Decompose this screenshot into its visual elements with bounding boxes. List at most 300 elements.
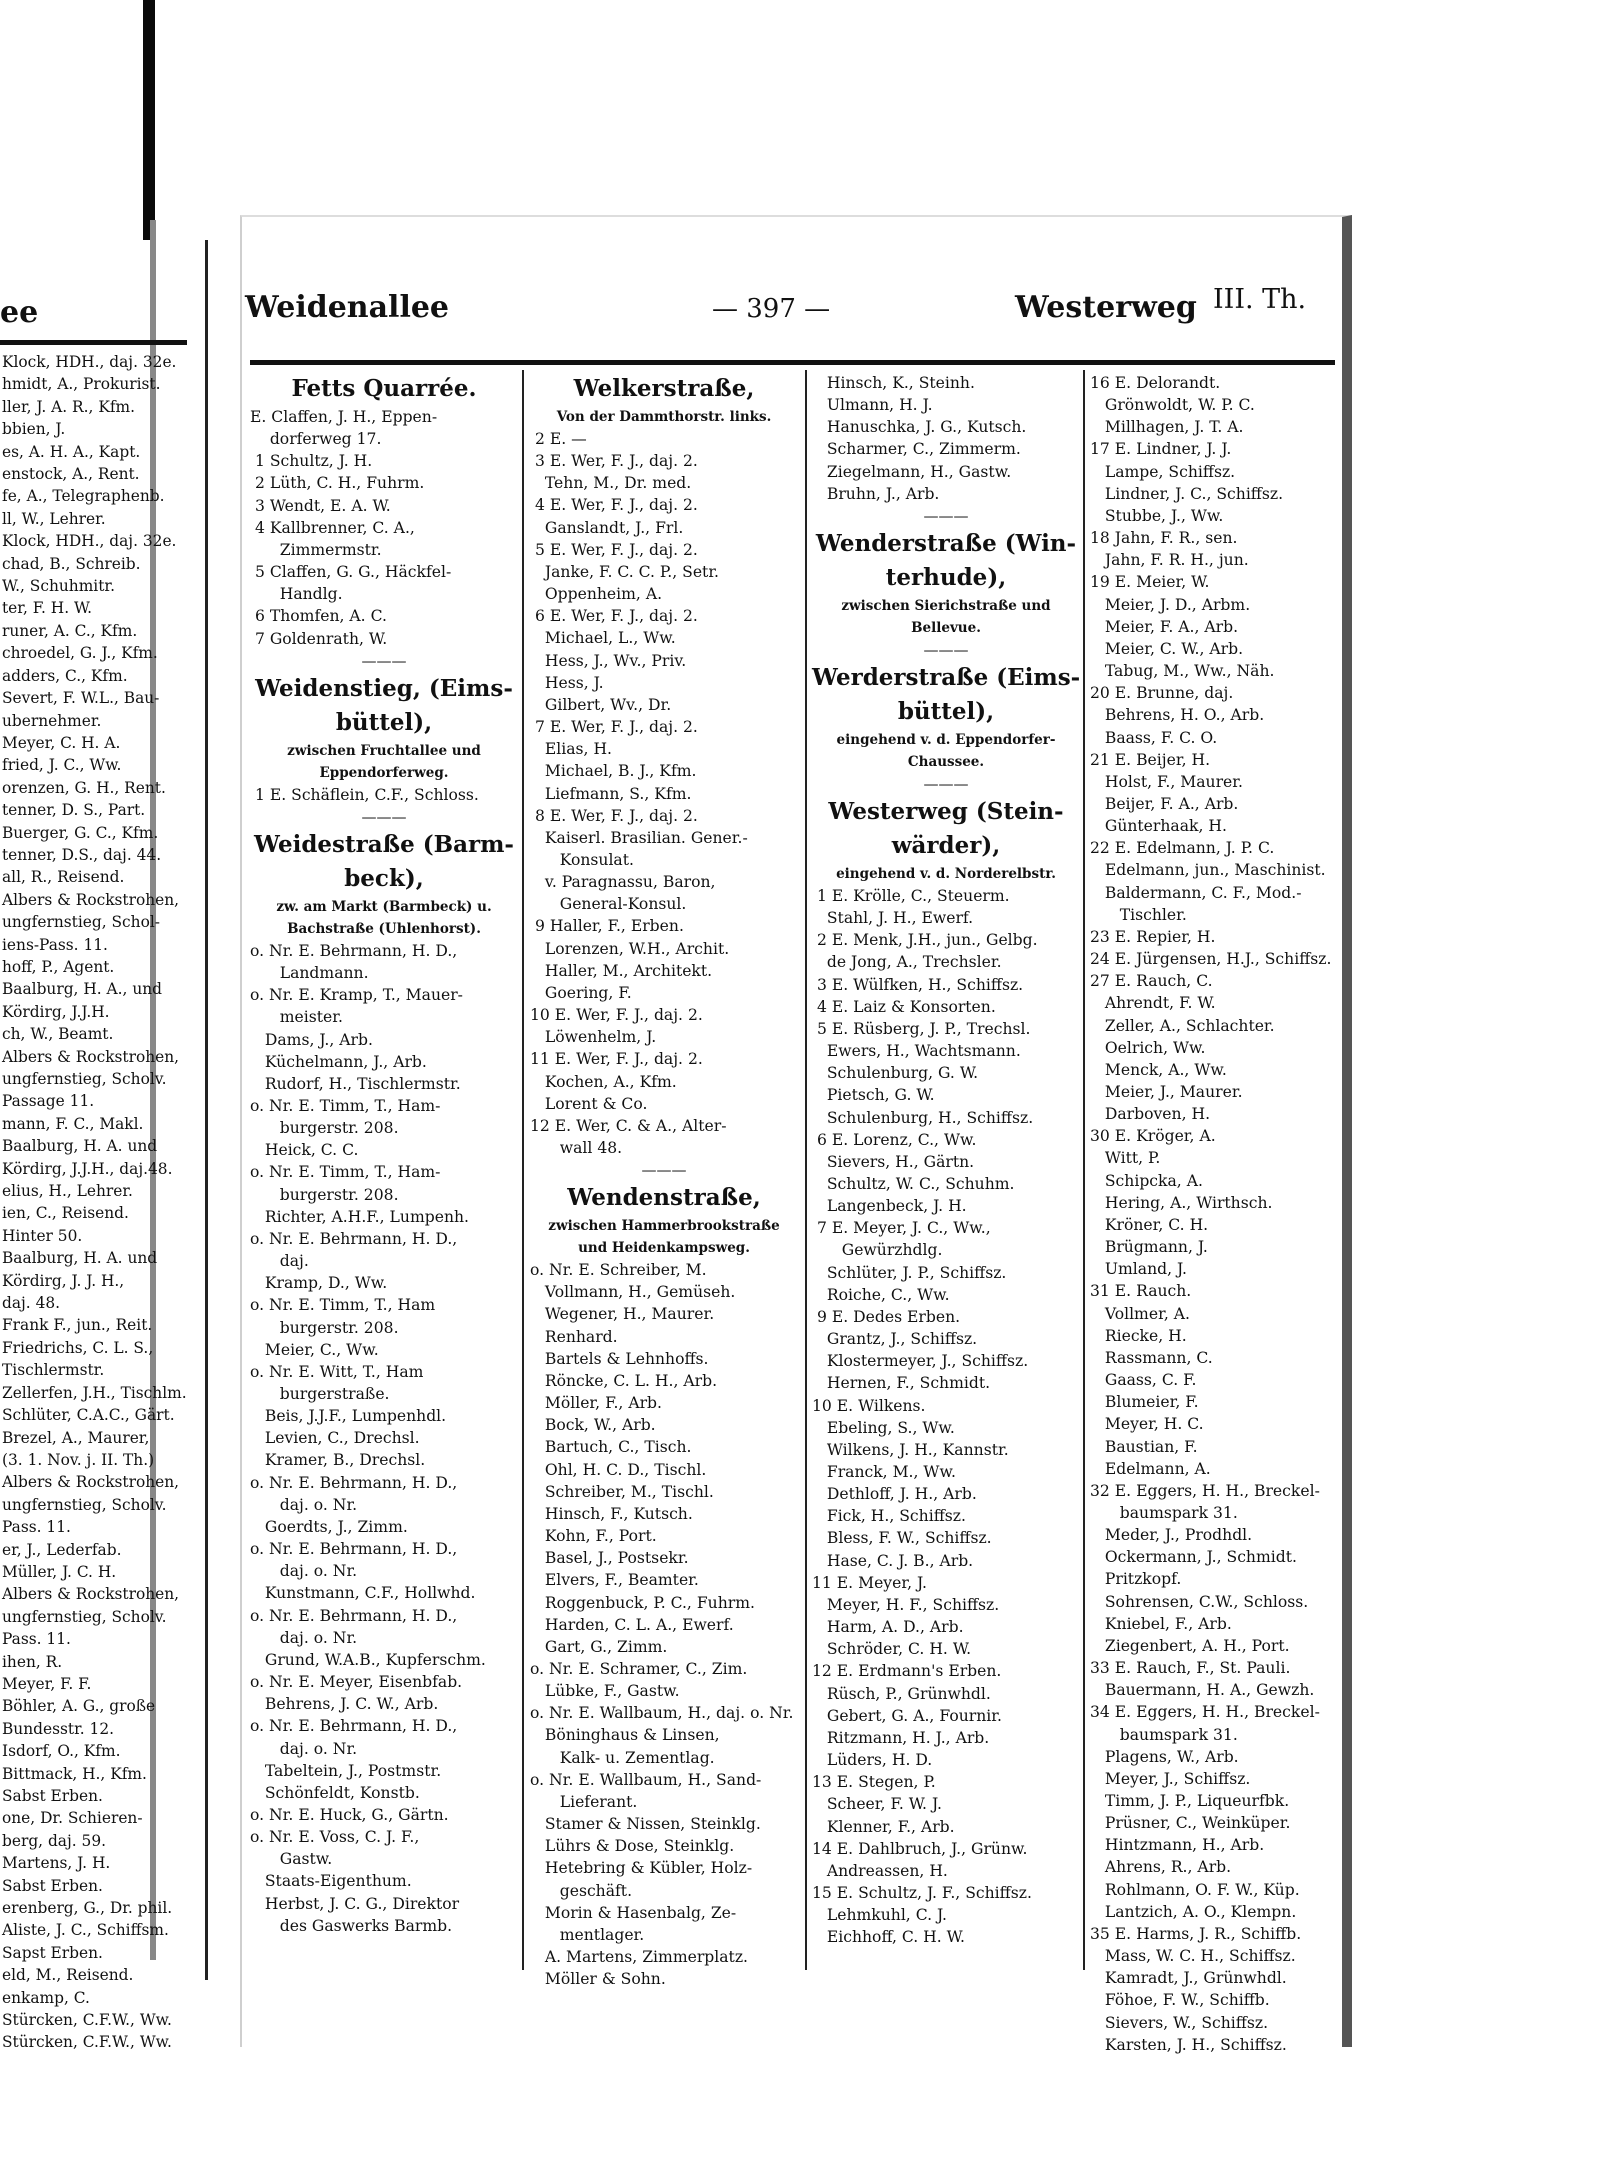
directory-entry: Röncke, C. L. H., Arb. [530, 1371, 718, 1390]
left-page-entry: Böhler, A. G., große [2, 1697, 156, 1716]
directory-entry: Gilbert, Wv., Dr. [530, 695, 672, 714]
left-page-entry: eld, M., Reisend. [2, 1966, 134, 1985]
left-page-fragment [0, 240, 208, 2052]
left-page-entry: Buerger, G. C., Kfm. [2, 823, 159, 842]
directory-entry: Schlüter, J. P., Schiffsz. [812, 1263, 1007, 1282]
directory-entry: o. Nr. E. Voss, C. J. F., [250, 1828, 420, 1847]
left-page-entry: ihen, R. [2, 1652, 63, 1671]
directory-entry: 5 E. Wer, F. J., daj. 2. [530, 540, 698, 559]
directory-entry: 3 Wendt, E. A. W. [250, 496, 391, 515]
directory-entry: Handlg. [250, 585, 343, 604]
directory-entry: Ockermann, J., Schmidt. [1090, 1548, 1297, 1567]
directory-entry: daj. o. Nr. [250, 1739, 358, 1758]
left-page-entry: Stürcken, C.F.W., Ww. [2, 2011, 172, 2030]
left-page-entry: (3. 1. Nov. j. II. Th.) [2, 1450, 155, 1469]
directory-entry: Gaass, C. F. [1090, 1371, 1197, 1390]
directory-entry: Konsulat. [530, 850, 634, 869]
directory-entry: 30 E. Kröger, A. [1090, 1127, 1216, 1146]
directory-entry: Elias, H. [530, 740, 612, 759]
directory-entry: Bauermann, H. A., Gewzh. [1090, 1681, 1315, 1700]
left-page-entry: hmidt, A., Prokurist. [2, 375, 161, 394]
left-page-entry: chroedel, G. J., Kfm. [2, 644, 158, 663]
directory-entry: Tehn, M., Dr. med. [530, 474, 692, 493]
left-page-entry: Severt, F. W.L., Bau- [2, 689, 160, 708]
directory-entry: 35 E. Harms, J. R., Schiffb. [1090, 1924, 1302, 1943]
directory-entry: mentlager. [530, 1925, 645, 1944]
directory-entry: Ziegelmann, H., Gastw. [812, 462, 1012, 481]
directory-entry: 33 E. Rauch, F., St. Pauli. [1090, 1659, 1291, 1678]
left-page-entry: ch, W., Beamt. [2, 1025, 114, 1044]
directory-entry: 3 E. Wer, F. J., daj. 2. [530, 452, 698, 471]
directory-entry: Hetebring & Kübler, Holz- [530, 1859, 753, 1878]
left-page-entry: ien, C., Reisend. [2, 1204, 129, 1223]
street-location-note: Bellevue. [911, 619, 981, 636]
directory-entry: o. Nr. E. Meyer, Eisenbfab. [250, 1673, 463, 1692]
directory-entry: Millhagen, J. T. A. [1090, 418, 1244, 437]
directory-entry: Kalk- u. Zementlag. [530, 1748, 715, 1767]
directory-entry: Gewürzhdlg. [812, 1241, 943, 1260]
directory-entry: Haller, M., Architekt. [530, 961, 713, 980]
left-page-entry: Stürcken, C.F.W., Ww. [2, 2033, 172, 2052]
directory-entry: Menck, A., Ww. [1090, 1060, 1227, 1079]
directory-entry: Darboven, H. [1090, 1105, 1211, 1124]
street-location-note: und Heidenkampsweg. [578, 1240, 750, 1257]
directory-entry: Ziegenbert, A. H., Port. [1090, 1636, 1290, 1655]
left-page-entry: Klock, HDH., daj. 32e. [2, 532, 177, 551]
directory-entry: Meyer, H. C. [1090, 1415, 1204, 1434]
directory-entry: Beis, J.J.F., Lumpenhdl. [250, 1407, 447, 1426]
directory-entry: 5 E. Rüsberg, J. P., Trechsl. [812, 1019, 1031, 1038]
left-page-entry: ungfernstieg, Scholv. [2, 1495, 167, 1514]
directory-entry: Meier, J. D., Arbm. [1090, 595, 1251, 614]
section-separator: ——— [923, 640, 969, 659]
street-location-note: Eppendorferweg. [319, 764, 449, 781]
directory-entry: Hintzmann, H., Arb. [1090, 1836, 1265, 1855]
directory-entry: 9 Haller, F., Erben. [530, 917, 684, 936]
left-page-entry: Baalburg, H. A. und [2, 1137, 158, 1156]
left-page-entry: Kördirg, J.J.H., daj.48. [2, 1159, 173, 1178]
page-number: — 397 — [712, 294, 831, 324]
directory-entry: 12 E. Wer, C. & A., Alter- [530, 1116, 727, 1135]
street-heading: terhude), [885, 563, 1007, 591]
left-page-entry: ubernehmer. [2, 711, 102, 730]
left-page-entry: ungfernstieg, Scholv. [2, 1607, 167, 1626]
directory-entry: Schulenburg, G. W. [812, 1064, 979, 1083]
directory-entry: Rassmann, C. [1090, 1348, 1213, 1367]
left-page-entry: all, R., Reisend. [2, 868, 125, 887]
directory-entry: 7 E. Meyer, J. C., Ww., [812, 1219, 991, 1238]
street-heading: beck), [344, 864, 424, 892]
directory-entry: 19 E. Meier, W. [1090, 573, 1210, 592]
directory-entry: Edelmann, A. [1090, 1459, 1211, 1478]
left-page-entry: Sabst Erben. [2, 1787, 103, 1805]
section-separator: ——— [923, 506, 969, 525]
directory-entry: Meder, J., Prodhdl. [1090, 1526, 1253, 1545]
directory-entry: o. Nr. E. Kramp, T., Mauer- [250, 986, 463, 1005]
left-page-entry: tenner, D. S., Part. [2, 801, 146, 820]
left-page-entry: orenzen, G. H., Rent. [2, 778, 166, 797]
directory-entry: daj. o. Nr. [250, 1628, 358, 1647]
directory-entry: Meyer, J., Schiffsz. [1090, 1769, 1251, 1788]
directory-entry: burgerstr. 208. [250, 1185, 399, 1204]
left-page-entry: Zellerfen, J.H., Tischlm. [2, 1383, 187, 1402]
directory-column-2 [530, 372, 798, 1990]
directory-entry: 3 E. Wülfken, H., Schiffsz. [812, 975, 1024, 994]
directory-entry: Beijer, F. A., Arb. [1090, 794, 1239, 813]
directory-entry: o. Nr. E. Behrmann, H. D., [250, 1540, 458, 1559]
directory-entry: daj. o. Nr. [250, 1495, 358, 1514]
directory-entry: 9 E. Dedes Erben. [812, 1307, 961, 1326]
directory-entry: Bartuch, C., Tisch. [530, 1438, 692, 1457]
left-page-entry: Meyer, F. F. [2, 1674, 92, 1693]
directory-entry: Holst, F., Maurer. [1090, 772, 1243, 791]
directory-entry: Schultz, W. C., Schuhm. [812, 1174, 1015, 1193]
directory-entry: Ebeling, S., Ww. [812, 1418, 955, 1437]
left-page-entry: fried, J. C., Ww. [2, 756, 122, 775]
directory-entry: 31 E. Rauch. [1090, 1282, 1192, 1301]
left-page-entry: Isdorf, O., Kfm. [2, 1742, 121, 1761]
directory-entry: Plagens, W., Arb. [1090, 1747, 1239, 1766]
directory-entry: wall 48. [530, 1139, 623, 1157]
directory-entry: 2 Lüth, C. H., Fuhrm. [250, 474, 425, 493]
directory-entry: Föhoe, F. W., Schiffb. [1090, 1991, 1270, 2010]
directory-entry: Lüders, H. D. [812, 1751, 933, 1770]
header-rule [250, 360, 1335, 365]
directory-entry: Kohn, F., Port. [530, 1527, 657, 1546]
directory-entry: Klostermeyer, J., Schiffsz. [812, 1352, 1029, 1371]
left-page-entry: ller, J. A. R., Kfm. [2, 397, 136, 416]
directory-entry: o. Nr. E. Schreiber, M. [530, 1261, 707, 1280]
directory-entry: Möller & Sohn. [530, 1970, 666, 1989]
directory-entry: Ewers, H., Wachtsmann. [812, 1042, 1021, 1061]
directory-entry: 14 E. Dahlbruch, J., Grünw. [812, 1839, 1028, 1858]
left-page-entry: bbien, J. [2, 420, 66, 439]
directory-entry: Roggenbuck, P. C., Fuhrm. [530, 1593, 755, 1612]
directory-entry: Renhard. [530, 1327, 618, 1346]
directory-entry: Landmann. [250, 964, 369, 983]
left-page-entry: Albers & Rockstrohen, [2, 1047, 180, 1066]
directory-entry: Blumeier, F. [1090, 1393, 1199, 1412]
directory-entry: o. Nr. E. Behrmann, H. D., [250, 1717, 458, 1736]
directory-entry: o. Nr. E. Behrmann, H. D., [250, 1606, 458, 1625]
left-page-entry: Frank F., jun., Reit. [2, 1316, 153, 1335]
directory-entry: 7 E. Wer, F. J., daj. 2. [530, 718, 698, 737]
directory-entry: Gart, G., Zimm. [530, 1637, 668, 1656]
directory-column-3 [812, 372, 1080, 1948]
left-page-entry: Schlüter, C.A.C., Gärt. [2, 1406, 175, 1425]
directory-entry: Riecke, H. [1090, 1326, 1187, 1345]
directory-entry: Ahrens, R., Arb. [1090, 1858, 1232, 1877]
left-page-entry: chad, B., Schreib. [2, 554, 141, 573]
directory-entry: Kröner, C. H. [1090, 1215, 1209, 1234]
street-location-note: zwischen Sierichstraße und [841, 597, 1051, 614]
directory-entry: Schröder, C. H. W. [812, 1640, 972, 1659]
left-page-entry: ll, W., Lehrer. [2, 509, 106, 528]
directory-column-1 [250, 372, 518, 1937]
street-location-note: Von der Dammthorstr. links. [556, 409, 772, 425]
section-separator: ——— [361, 651, 407, 670]
directory-entry: Stamer & Nissen, Steinklg. [530, 1815, 761, 1834]
directory-entry: 15 E. Schultz, J. F., Schiffsz. [812, 1883, 1032, 1902]
left-page-entry: erenberg, G., Dr. phil. [2, 1899, 173, 1918]
left-page-entry: Albers & Rockstrohen, [2, 890, 180, 909]
directory-entry: Sohrensen, C.W., Schloss. [1090, 1592, 1309, 1611]
directory-entry: Gastw. [250, 1850, 333, 1869]
directory-entry: Meyer, H. F., Schiffsz. [812, 1595, 1000, 1614]
street-heading: Wendenstraße, [567, 1184, 761, 1212]
directory-entry: o. Nr. E. Wallbaum, H., daj. o. Nr. [530, 1704, 794, 1723]
directory-column-4 [1090, 372, 1362, 2056]
directory-entry: 4 E. Wer, F. J., daj. 2. [530, 496, 698, 515]
directory-entry: Zimmermstr. [250, 540, 382, 559]
directory-entry: Hess, J., Wv., Priv. [530, 651, 687, 670]
directory-entry: 4 E. Laiz & Konsorten. [812, 997, 996, 1016]
street-location-note: zwischen Fruchtallee und [287, 742, 481, 759]
directory-entry: A. Martens, Zimmerplatz. [530, 1948, 749, 1966]
directory-entry: 1 E. Krölle, C., Steuerm. [812, 886, 1010, 905]
directory-entry: o. Nr. E. Timm, T., Ham [250, 1296, 436, 1315]
directory-entry: Liefmann, S., Kfm. [530, 784, 692, 803]
street-heading: büttel), [897, 697, 995, 725]
directory-entry: Lehmkuhl, C. J. [812, 1906, 948, 1925]
directory-entry: Jahn, F. R. H., jun. [1090, 551, 1249, 570]
directory-entry: Tischler. [1090, 905, 1187, 924]
street-heading: Werderstraße (Eims- [812, 663, 1081, 691]
directory-entry: Baustian, F. [1090, 1437, 1198, 1456]
street-location-note: zwischen Hammerbrookstraße [548, 1218, 780, 1235]
directory-entry: Janke, F. C. C. P., Setr. [530, 562, 720, 581]
directory-entry: Ritzmann, H. J., Arb. [812, 1728, 990, 1747]
left-page-entry: Pass. 11. [2, 1630, 71, 1649]
directory-entry: 1 Schultz, J. H. [250, 452, 373, 471]
column-divider [805, 370, 807, 1970]
section-separator: ——— [641, 1161, 687, 1180]
directory-entry: Küchelmann, J., Arb. [250, 1052, 427, 1071]
directory-entry: Mass, W. C. H., Schiffsz. [1090, 1947, 1296, 1966]
volume-label: III. Th. [1213, 284, 1307, 315]
street-location-note: eingehend v. d. Eppendorfer- [836, 731, 1056, 748]
directory-entry: Grantz, J., Schiffsz. [812, 1330, 978, 1349]
column-divider [1083, 370, 1085, 1970]
directory-entry: 34 E. Eggers, H. H., Breckel- [1090, 1703, 1320, 1722]
directory-entry: o. Nr. E. Wallbaum, H., Sand- [530, 1770, 762, 1789]
left-page-entry: er, J., Lederfab. [2, 1540, 122, 1559]
directory-entry: Hanuschka, J. G., Kutsch. [812, 418, 1027, 437]
directory-entry: Wegener, H., Maurer. [530, 1305, 715, 1324]
column-divider [522, 370, 524, 1970]
directory-entry: Grönwoldt, W. P. C. [1090, 396, 1255, 415]
directory-entry: Elvers, F., Beamter. [530, 1571, 699, 1590]
directory-entry: Hinsch, F., Kutsch. [530, 1504, 693, 1523]
directory-entry: 16 E. Delorandt. [1090, 374, 1221, 392]
directory-entry: Scharmer, C., Zimmerm. [812, 440, 1021, 459]
street-heading: Westerweg (Stein- [828, 797, 1064, 825]
directory-entry: Bock, W., Arb. [530, 1416, 656, 1435]
directory-entry: Rudorf, H., Tischlermstr. [250, 1074, 461, 1093]
directory-entry: Lübke, F., Gastw. [530, 1682, 680, 1701]
directory-entry: Rohlmann, O. F. W., Küp. [1090, 1880, 1300, 1899]
directory-entry: o. Nr. E. Behrmann, H. D., [250, 1229, 458, 1248]
directory-entry: Hering, A., Wirthsch. [1090, 1193, 1273, 1212]
directory-entry: Vollmann, H., Gemüseh. [530, 1283, 736, 1302]
left-page-entry: es, A. H. A., Kapt. [2, 442, 141, 461]
left-page-entry: runer, A. C., Kfm. [2, 621, 138, 640]
left-page-entry: adders, C., Kfm. [2, 666, 128, 685]
directory-entry: 20 E. Brunne, daj. [1090, 684, 1234, 703]
street-heading: Weidestraße (Barm- [254, 830, 514, 858]
directory-entry: Harm, A. D., Arb. [812, 1618, 964, 1637]
directory-entry: 32 E. Eggers, H. H., Breckel- [1090, 1481, 1320, 1500]
left-page-entry: Bittmack, H., Kfm. [2, 1764, 147, 1783]
left-page-entry: mann, F. C., Makl. [2, 1114, 144, 1133]
directory-entry: Herbst, J. C. G., Direktor [250, 1894, 460, 1913]
directory-entry: Levien, C., Drechsl. [250, 1429, 420, 1448]
directory-entry: Kamradt, J., Grünwhdl. [1090, 1969, 1287, 1988]
directory-entry: Schönfeldt, Konstb. [250, 1783, 420, 1802]
left-page-entry: hoff, P., Agent. [2, 957, 115, 976]
left-page-entry: W., Schuhmitr. [2, 577, 115, 596]
left-page-entry: ungfernstieg, Scholv. [2, 1070, 167, 1088]
left-page-heading: ee [0, 295, 39, 330]
left-page-entry: Martens, J. H. [2, 1854, 111, 1873]
directory-entry: Lorent & Co. [530, 1094, 648, 1113]
directory-entry: Pritzkopf. [1090, 1570, 1182, 1589]
street-location-note: zw. am Markt (Barmbeck) u. [276, 898, 492, 915]
left-page-entry: elius, H., Lehrer. [2, 1182, 133, 1201]
directory-entry: 23 E. Repier, H. [1090, 927, 1216, 946]
directory-entry: Roiche, C., Ww. [812, 1285, 950, 1304]
directory-entry: o. Nr. E. Behrmann, H. D., [250, 1473, 458, 1492]
directory-entry: Vollmer, A. [1090, 1304, 1190, 1323]
directory-entry: Hase, C. J. B., Arb. [812, 1551, 974, 1570]
directory-entry: 6 Thomfen, A. C. [250, 607, 387, 626]
left-page-entry: enstock, A., Rent. [2, 465, 140, 484]
directory-entry: de Jong, A., Trechsler. [812, 953, 1002, 972]
street-heading: Weidenstieg, (Eims- [255, 674, 513, 702]
street-location-note: Chaussee. [907, 753, 985, 770]
left-page-entry: Baalburg, H. A., und [2, 980, 163, 999]
directory-entry: o. Nr. E. Huck, G., Gärtn. [250, 1805, 449, 1824]
directory-entry: Staats-Eigenthum. [250, 1872, 412, 1891]
directory-entry: baumspark 31. [1090, 1725, 1238, 1744]
left-page-entry: Friedrichs, C. L. S., [2, 1338, 154, 1357]
directory-entry: geschäft. [530, 1881, 633, 1900]
directory-entry: Michael, L., Ww. [530, 629, 676, 648]
directory-entry: Baldermann, C. F., Mod.- [1090, 883, 1302, 902]
directory-entry: Basel, J., Postsekr. [530, 1549, 689, 1568]
section-separator: ——— [923, 774, 969, 793]
directory-entry: Eichhoff, C. H. W. [812, 1928, 965, 1947]
directory-entry: o. Nr. E. Schramer, C., Zim. [530, 1659, 748, 1678]
directory-entry: 24 E. Jürgensen, H.J., Schiffsz. [1090, 950, 1332, 969]
directory-entry: Umland, J. [1090, 1260, 1188, 1279]
directory-entry: Timm, J. P., Liqueurfbk. [1090, 1792, 1290, 1810]
left-page-entry: one, Dr. Schieren- [2, 1809, 143, 1828]
directory-entry: Löwenhelm, J. [530, 1028, 657, 1047]
directory-entry: Franck, M., Ww. [812, 1463, 956, 1481]
directory-entry: General-Konsul. [530, 895, 687, 914]
directory-entry: 13 E. Stegen, P. [812, 1773, 936, 1792]
directory-entry: Goering, F. [530, 983, 632, 1002]
directory-entry: Kunstmann, C.F., Hollwhd. [250, 1584, 476, 1603]
directory-entry: Goerdts, J., Zimm. [250, 1517, 408, 1536]
directory-entry: Harden, C. L. A., Ewerf. [530, 1615, 734, 1634]
directory-entry: o. Nr. E. Timm, T., Ham- [250, 1163, 441, 1182]
directory-entry: Baass, F. C. O. [1090, 728, 1218, 747]
directory-entry: Witt, P. [1090, 1149, 1161, 1168]
section-separator: ——— [361, 807, 407, 826]
directory-entry: 6 E. Lorenz, C., Ww. [812, 1130, 977, 1149]
directory-entry: Ohl, H. C. D., Tischl. [530, 1460, 707, 1479]
left-page-rule [0, 340, 187, 345]
directory-entry: Rüsch, P., Grünwhdl. [812, 1684, 991, 1703]
directory-entry: Morin & Hasenbalg, Ze- [530, 1903, 737, 1922]
left-page-entries [0, 351, 205, 2054]
directory-entry: 12 E. Erdmann's Erben. [812, 1662, 1002, 1681]
directory-entry: Grund, W.A.B., Kupferschm. [250, 1650, 486, 1669]
directory-entry: 10 E. Wilkens. [812, 1396, 926, 1415]
directory-entry: Hess, J. [530, 673, 604, 692]
directory-entry: Stubbe, J., Ww. [1090, 506, 1224, 525]
directory-entry: 2 E. — [530, 430, 587, 448]
directory-entry: 11 E. Wer, F. J., daj. 2. [530, 1050, 703, 1069]
directory-entry: Kramp, D., Ww. [250, 1274, 388, 1293]
left-page-entry: daj. 48. [2, 1294, 61, 1313]
directory-entry: Lorenzen, W.H., Archit. [530, 939, 730, 958]
street-location-note: eingehend v. d. Norderelbstr. [836, 865, 1056, 882]
left-page-entry: ter, F. H. W. [2, 599, 93, 618]
header-last-street: Westerweg [1015, 290, 1197, 325]
street-heading: Fetts Quarrée. [291, 375, 477, 402]
directory-entry: burgerstr. 208. [250, 1318, 399, 1337]
directory-entry: Fick, H., Schiffsz. [812, 1507, 966, 1526]
directory-entry: Bruhn, J., Arb. [812, 484, 940, 503]
left-page-entry: Pass. 11. [2, 1518, 71, 1537]
directory-entry: Meier, C. W., Arb. [1090, 639, 1244, 658]
street-heading: Wenderstraße (Win- [815, 529, 1077, 557]
left-page-entry: Sapst Erben. [2, 1943, 103, 1962]
directory-entry: o. Nr. E. Timm, T., Ham- [250, 1096, 441, 1115]
directory-entry: Gebert, G. A., Fournir. [812, 1706, 1002, 1725]
directory-entry: Heick, C. C. [250, 1141, 359, 1160]
left-page-entry: Baalburg, H. A. und [2, 1249, 158, 1268]
left-page-entry: Klock, HDH., daj. 32e. [2, 353, 177, 371]
directory-entry: Lantzich, A. O., Klempn. [1090, 1902, 1297, 1921]
left-page-entry: ungfernstieg, Schol- [2, 913, 160, 932]
directory-entry: Wilkens, J. H., Kannstr. [812, 1440, 1009, 1459]
left-page-entry: Bundesstr. 12. [2, 1719, 115, 1738]
left-page-entry: Albers & Rockstrohen, [2, 1473, 180, 1492]
directory-entry: Möller, F., Arb. [530, 1394, 662, 1413]
street-location-note: Bachstraße (Uhlenhorst). [287, 920, 481, 937]
directory-entry: 27 E. Rauch, C. [1090, 972, 1213, 991]
left-page-entry: berg, daj. 59. [2, 1831, 107, 1850]
left-page-entry: Tischlermstr. [2, 1361, 105, 1380]
left-page-entry: Meyer, C. H. A. [2, 733, 121, 752]
directory-entry: baumspark 31. [1090, 1503, 1238, 1522]
left-page-entry: Aliste, J. C., Schiffsm. [2, 1921, 169, 1940]
directory-entry: Schulenburg, H., Schiffsz. [812, 1108, 1034, 1127]
left-page-entry: Albers & Rockstrohen, [2, 1585, 180, 1604]
directory-entry: 17 E. Lindner, J. J. [1090, 440, 1232, 459]
left-page-entry: enkamp, C. [2, 1988, 90, 2007]
directory-entry: Kramer, B., Drechsl. [250, 1451, 426, 1470]
directory-entry: Stahl, J. H., Ewerf. [812, 909, 974, 928]
directory-entry: Tabug, M., Ww., Näh. [1090, 662, 1275, 681]
directory-entry: Meier, J., Maurer. [1090, 1083, 1243, 1101]
directory-entry: E. Claffen, J. H., Eppen- [250, 408, 438, 426]
left-page-entry: Brezel, A., Maurer, [2, 1428, 150, 1447]
